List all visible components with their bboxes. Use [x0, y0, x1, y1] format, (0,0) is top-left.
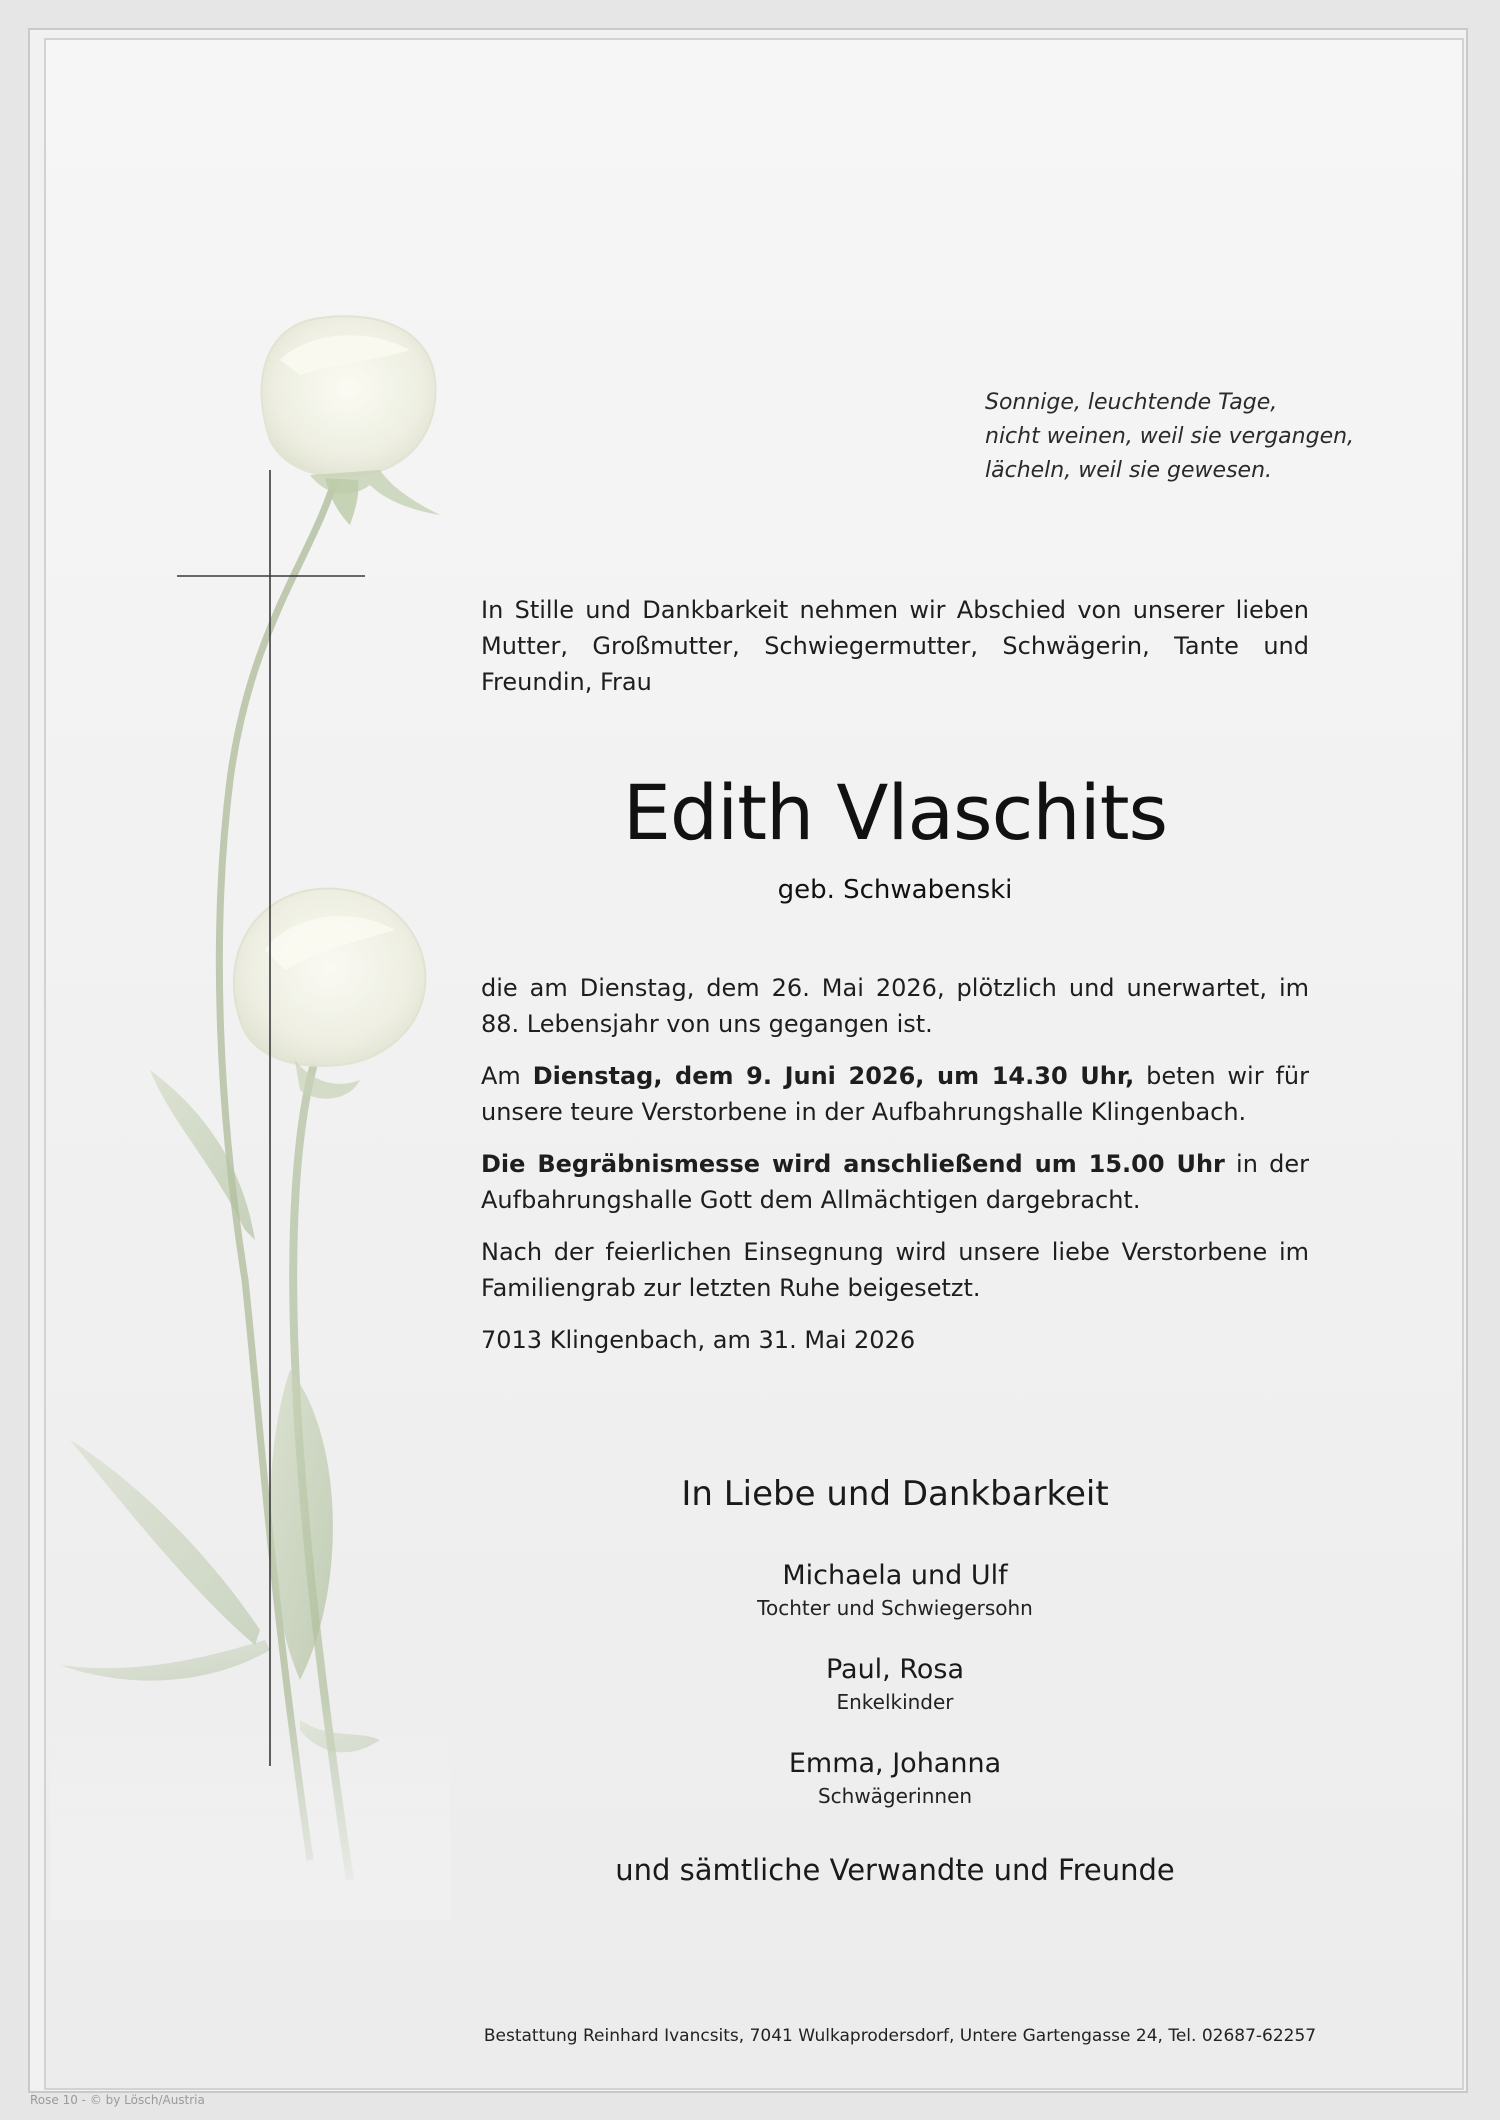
mourner-entry [481, 1558, 1309, 1622]
rose-illustration [50, 300, 450, 1920]
motto-line: Sonnige, leuchtende Tage, [985, 390, 1278, 415]
mourner-names: Michaela und Ulf [782, 1560, 1008, 1591]
prayer-pre: Am [481, 1062, 533, 1090]
death-notice-paragraph: die am Dienstag, dem 26. Mai 2026, plötzlich und unerwartet, im 88. Lebensjahr von uns gegangen ist. [481, 974, 1309, 1038]
design-credit: Rose 10 - © by Lösch/Austria [30, 2093, 205, 2107]
rose-lower [234, 888, 426, 1098]
closing-title: In Liebe und Dankbarkeit [681, 1474, 1109, 1514]
birth-name: geb. Schwabenski [777, 875, 1013, 905]
mourner-relation: Schwägerinnen [817, 1784, 973, 1808]
mourner-names: Emma, Johanna [788, 1748, 1002, 1779]
funeral-home-footer: Bestattung Reinhard Ivancsits, 7041 Wulkaprodersdorf, Untere Gartengasse 24, Tel. 02687-62257 [483, 2026, 1317, 2046]
place-date: 7013 Klingenbach, am 31. Mai 2026 [481, 1326, 916, 1354]
mourner-names: Paul, Rosa [825, 1654, 965, 1685]
motto-line: lächeln, weil sie gewesen. [985, 458, 1273, 483]
leaf-1 [150, 1070, 255, 1240]
motto-line: nicht weinen, weil sie vergangen, [985, 424, 1355, 449]
rose-upper [262, 316, 440, 525]
leaf-4 [60, 1640, 270, 1681]
deceased-name: Edith Vlaschits [622, 768, 1168, 857]
intro-text: In Stille und Dankbarkeit nehmen wir Abschied von unserer lieben Mutter, Großmutter, Schwiegermutter, Schwägerin, Tante und Freundin, Frau [481, 596, 1309, 696]
mourner-entry [481, 1746, 1309, 1810]
prayer-date: Dienstag, dem 9. Juni 2026, um 14.30 Uhr, [532, 1062, 1135, 1090]
motto-quote [985, 386, 1405, 488]
prayer-paragraph [481, 1058, 1309, 1130]
burial-paragraph: Nach der feierlichen Einsegnung wird unsere liebe Verstorbene im Familiengrab zur letzten Ruhe beigesetzt. [481, 1238, 1309, 1302]
mass-post: in der Aufbahrungshalle Gott dem Allmächtigen dargebracht. [481, 1150, 1309, 1214]
mourner-entry [481, 1652, 1309, 1716]
leaf-3 [70, 1440, 260, 1645]
closing-line: und sämtliche Verwandte und Freunde [615, 1853, 1175, 1887]
mourner-relation: Enkelkinder [836, 1690, 954, 1714]
prayer-post: beten wir für unsere teure Verstorbene in der Aufbahrungshalle Klingenbach. [481, 1062, 1309, 1126]
mass-paragraph [481, 1146, 1309, 1218]
mass-time: Die Begräbnismesse wird anschließend um 15.00 Uhr [481, 1150, 1225, 1178]
mourner-relation: Tochter und Schwiegersohn [757, 1596, 1033, 1620]
